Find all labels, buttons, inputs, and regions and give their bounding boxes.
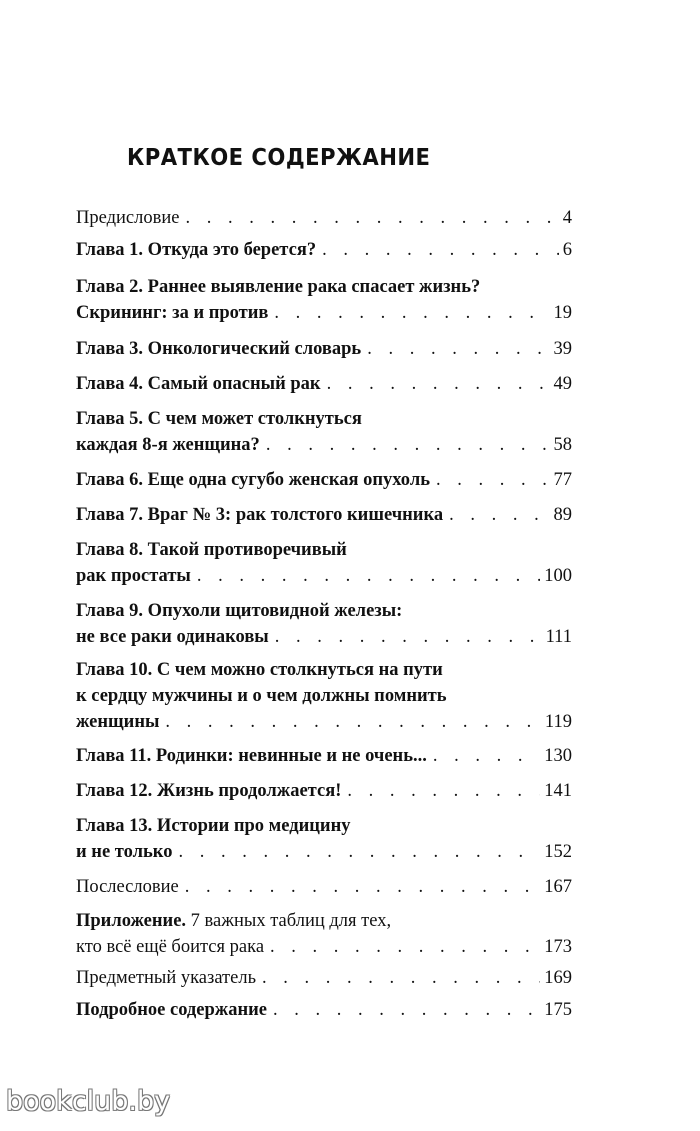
toc-entry-line	[76, 874, 572, 900]
toc-entry-text: Глава 13. Истории про медицину	[76, 816, 351, 836]
toc-page-number: 100	[544, 566, 572, 586]
toc-entry-text: женщины	[76, 712, 160, 732]
toc-entry-text: Глава 2. Раннее выявление рака спасает жизнь?	[76, 277, 481, 297]
toc-entry-text: Глава 8. Такой противоречивый	[76, 540, 347, 560]
toc-entry-text: к сердцу мужчины и о чем должны помнить	[76, 686, 447, 706]
toc-entry	[76, 371, 572, 397]
toc-leader-dots	[178, 839, 540, 865]
toc-entry-line	[76, 467, 572, 493]
toc-entry-text: Предметный указатель	[76, 968, 257, 988]
toc-entry-text: Подробное содержание	[76, 1000, 267, 1020]
toc-entry-line	[76, 502, 572, 528]
toc-leader-dots	[436, 467, 550, 493]
toc-entry-line	[76, 624, 572, 650]
toc-entry-line	[76, 205, 572, 231]
toc-entry	[76, 908, 572, 960]
toc-entry-text: Скрининг: за и против	[76, 303, 269, 323]
toc-entry-line	[76, 371, 572, 397]
toc-page-number: 167	[544, 877, 572, 897]
toc-page-number: 49	[553, 374, 572, 394]
toc-page-number: 77	[553, 470, 572, 490]
toc-entry-line	[76, 598, 572, 624]
toc-entry-text: Глава 1. Откуда это берется?	[76, 240, 317, 260]
toc-entry-line	[76, 997, 572, 1023]
toc-entry-text: Глава 11. Родинки: невинные и не очень...	[76, 746, 427, 766]
toc-leader-dots	[185, 874, 541, 900]
toc-page-number: 111	[545, 627, 572, 647]
toc-entry-line	[76, 743, 572, 769]
toc-leader-dots	[274, 300, 549, 326]
toc-entry	[76, 467, 572, 493]
toc-entry-text: Глава 9. Опухоли щитовидной железы:	[76, 601, 403, 621]
toc-page-number: 119	[544, 712, 572, 732]
toc-entry	[76, 336, 572, 362]
toc-entry-line	[76, 813, 572, 839]
toc-entry-line	[76, 406, 572, 432]
toc-entry-text: Глава 3. Онкологический словарь	[76, 339, 362, 359]
toc-leader-dots	[185, 205, 558, 231]
toc-entry-line	[76, 778, 572, 804]
toc-page-number: 4	[562, 208, 572, 228]
toc-entry-line	[76, 965, 572, 991]
toc-leader-dots	[327, 371, 550, 397]
toc-entry	[76, 406, 572, 458]
toc-entry-line	[76, 563, 572, 589]
toc-entry	[76, 274, 572, 326]
toc-entry-line	[76, 336, 572, 362]
toc-entry-text: Глава 6. Еще одна сугубо женская опухоль	[76, 470, 430, 490]
toc-page-number: 175	[544, 1000, 572, 1020]
toc-entry-line	[76, 537, 572, 563]
toc-entry-line	[76, 300, 572, 326]
toc-leader-dots	[262, 965, 540, 991]
toc-entry	[76, 874, 572, 900]
toc-entry-text: Послесловие	[76, 877, 179, 897]
toc-entry-line	[76, 237, 572, 263]
toc-leader-dots	[270, 934, 540, 960]
toc-entry-text: рак простаты	[76, 566, 191, 586]
toc-entry-line	[76, 683, 572, 709]
toc-entry	[76, 237, 572, 263]
toc-page-number: 89	[553, 505, 572, 525]
toc-leader-dots	[197, 563, 540, 589]
toc-entry	[76, 743, 572, 769]
toc-leader-dots	[322, 237, 559, 263]
toc-leader-dots	[449, 502, 549, 528]
toc-entry	[76, 537, 572, 589]
toc-entry-text: Глава 4. Самый опасный рак	[76, 374, 321, 394]
toc-entry-line	[76, 934, 572, 960]
toc-leader-dots	[273, 997, 540, 1023]
toc-entry	[76, 965, 572, 991]
toc-entry	[76, 657, 572, 735]
toc-entry-text: Глава 5. С чем может столкнуться	[76, 409, 362, 429]
toc-page-number: 130	[544, 746, 572, 766]
watermark: bookclub.by	[6, 1086, 171, 1117]
toc-entry-text: каждая 8-я женщина?	[76, 435, 260, 455]
toc-entry-line	[76, 709, 572, 735]
toc-page-number: 39	[553, 339, 572, 359]
toc-page-number: 141	[544, 781, 572, 801]
toc-page-number: 152	[544, 842, 572, 862]
toc-entry-text: Глава 7. Враг № 3: рак толстого кишечника	[76, 505, 444, 525]
toc-entry	[76, 598, 572, 650]
toc-entry-text: Приложение. 7 важных таблиц для тех,	[76, 911, 392, 931]
toc-entry	[76, 205, 572, 231]
toc-entry-line	[76, 839, 572, 865]
toc-entry-line	[76, 432, 572, 458]
toc-leader-dots	[347, 778, 540, 804]
toc-entry	[76, 778, 572, 804]
toc-entry-line	[76, 657, 572, 683]
toc-leader-dots	[275, 624, 542, 650]
toc-entry-line	[76, 274, 572, 300]
toc-page-number: 6	[562, 240, 572, 260]
toc-page-number: 169	[544, 968, 572, 988]
toc-entry	[76, 997, 572, 1023]
toc-page-number: 19	[553, 303, 572, 323]
toc-entry-text: Глава 10. С чем можно столкнуться на пути	[76, 660, 443, 680]
toc-entry-line	[76, 908, 572, 934]
toc-entry-text: не все раки одинаковы	[76, 627, 269, 647]
toc-leader-dots	[433, 743, 540, 769]
toc-entry-text: и не только	[76, 842, 173, 862]
toc-page-number: 58	[553, 435, 572, 455]
toc-entry	[76, 813, 572, 865]
toc-leader-dots	[367, 336, 549, 362]
toc-entry-text: Глава 12. Жизнь продолжается!	[76, 781, 342, 801]
toc-entry-text: Предисловие	[76, 208, 180, 228]
toc-entry	[76, 502, 572, 528]
toc-leader-dots	[165, 709, 541, 735]
toc-leader-dots	[266, 432, 550, 458]
toc-page-number: 173	[544, 937, 572, 957]
page-title: КРАТКОЕ СОДЕРЖАНИЕ	[127, 145, 431, 171]
toc-entry-lead: Приложение.	[76, 911, 187, 931]
toc-entry-text: кто всё ещё боится рака	[76, 937, 265, 957]
